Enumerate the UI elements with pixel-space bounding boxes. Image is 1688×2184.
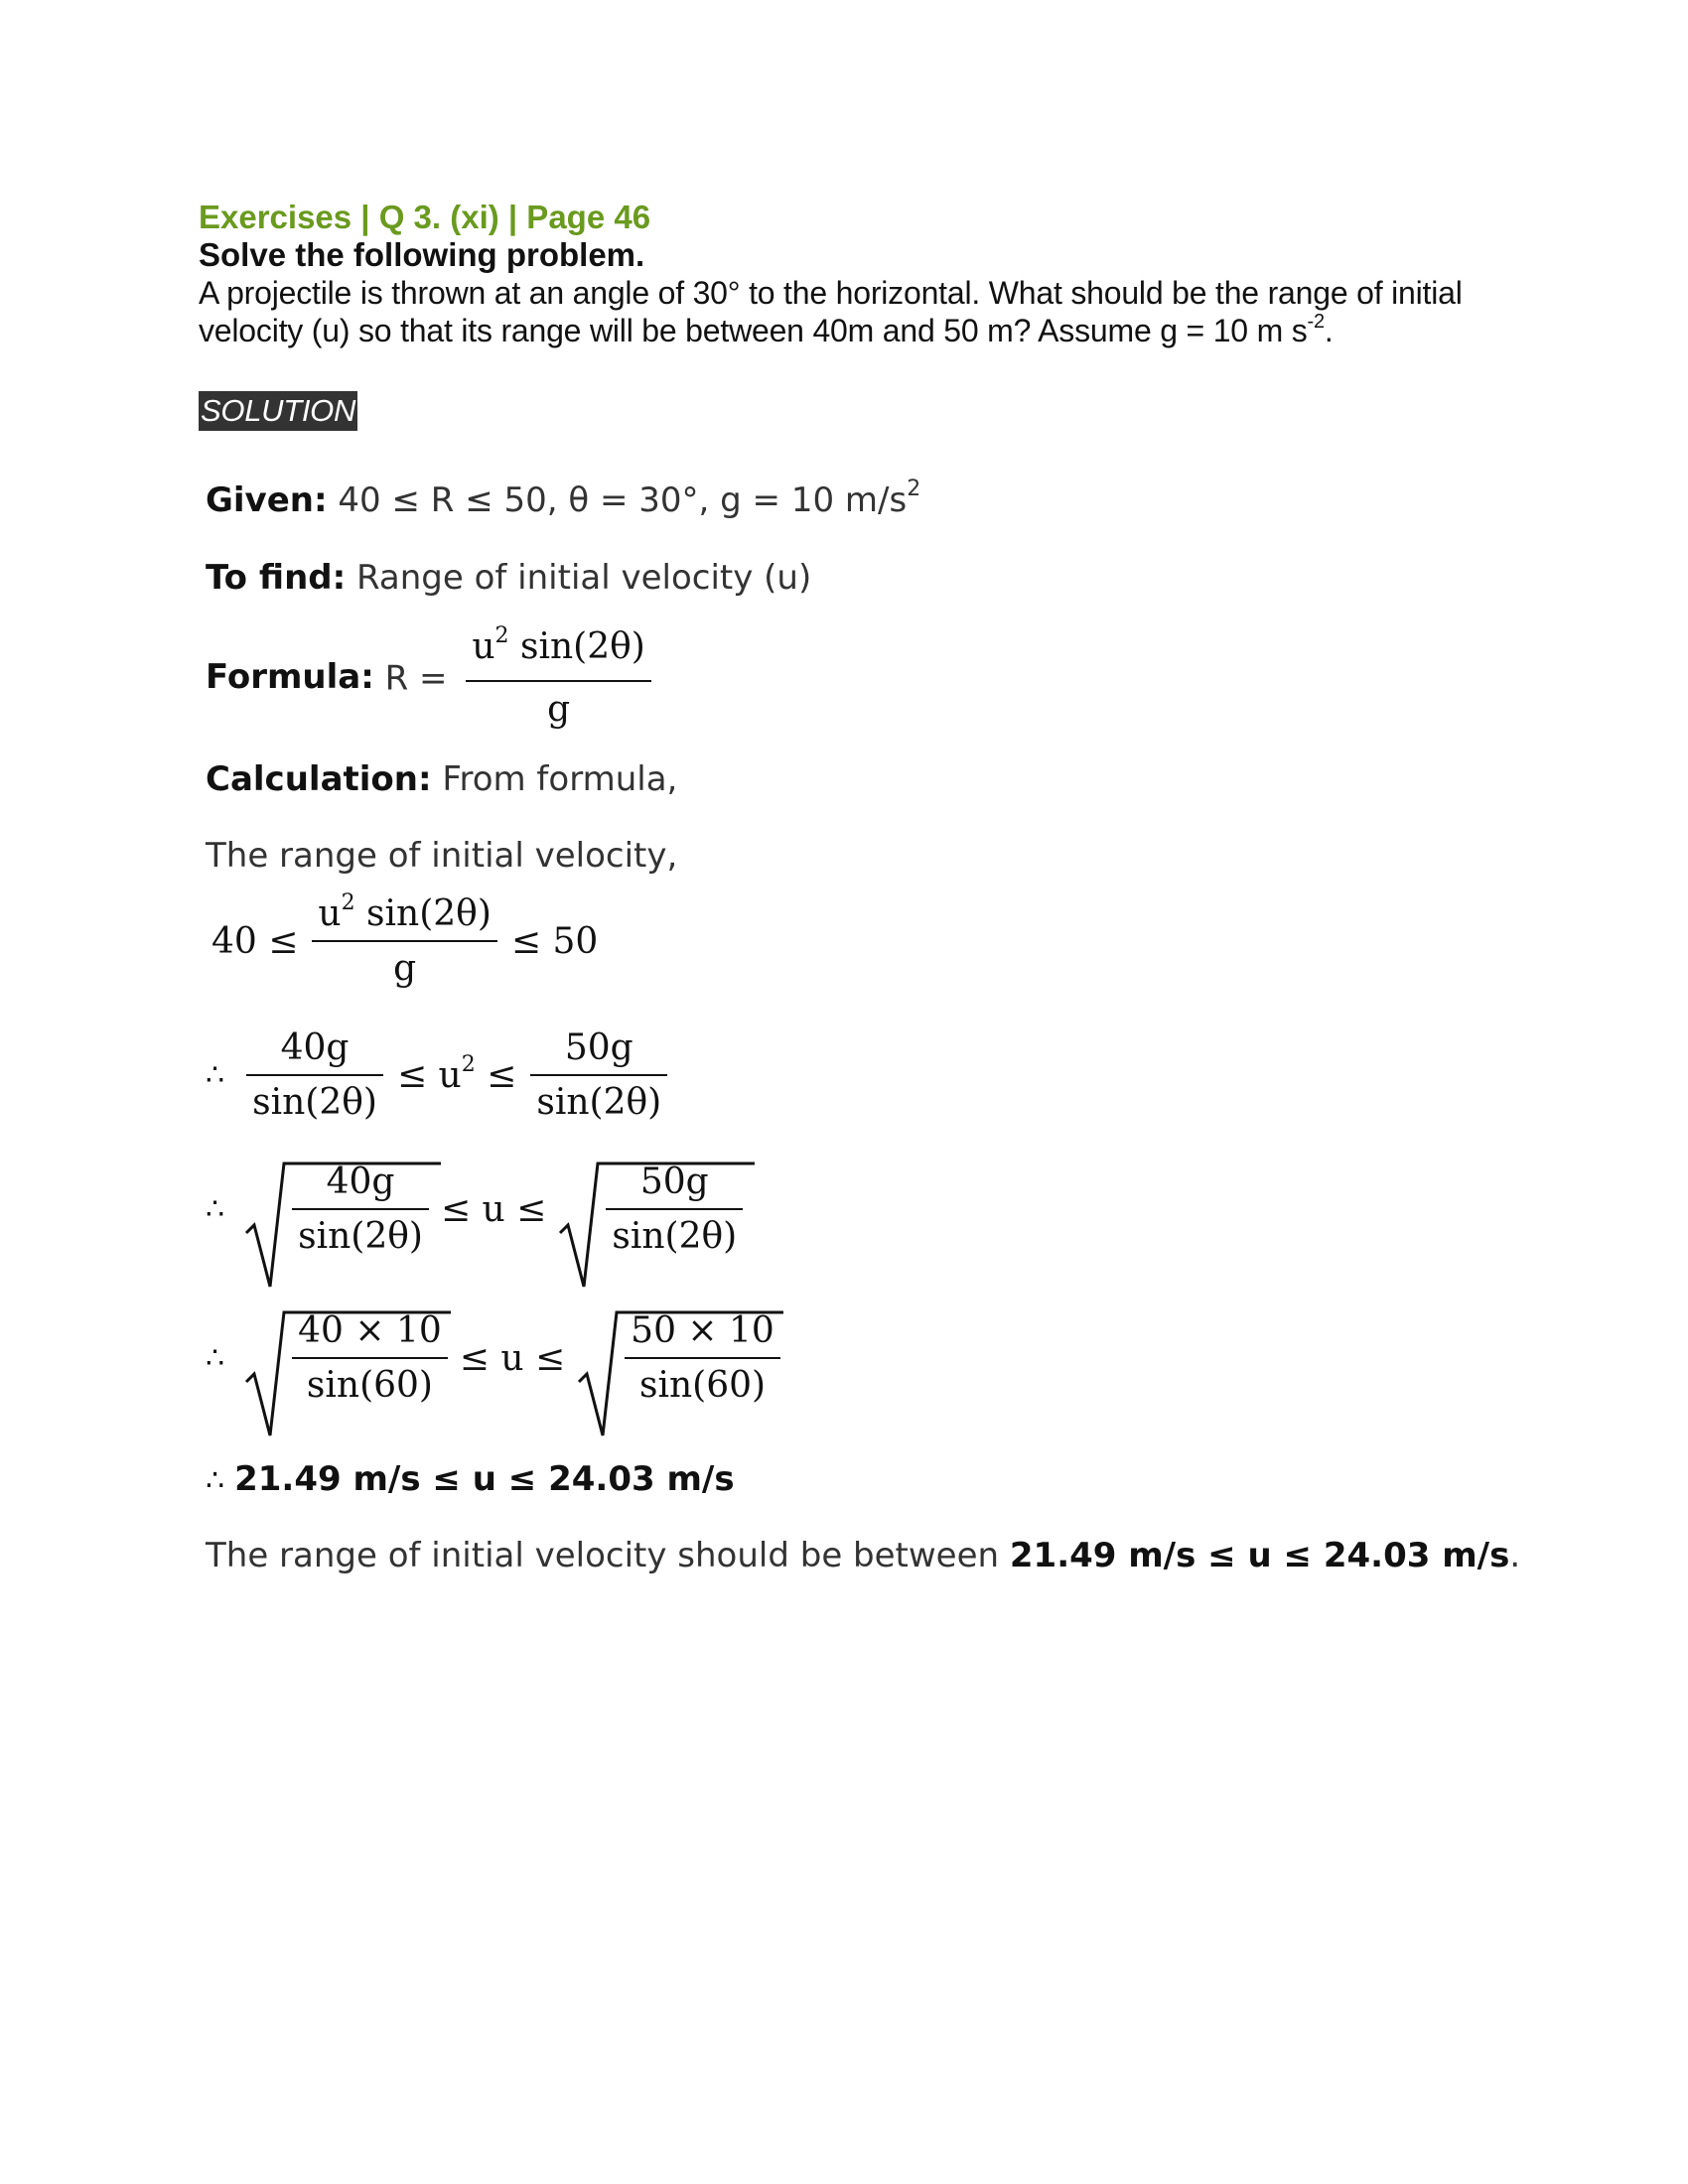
therefore-symbol: ∴ <box>206 1340 225 1376</box>
step2-mid-exp: 2 <box>461 1051 476 1077</box>
step3-right-numerator: 50g <box>606 1161 743 1210</box>
conclusion-value: 21.49 m/s ≤ u ≤ 24.03 m/s <box>1009 1536 1510 1575</box>
conclusion-end: . <box>1509 1536 1521 1575</box>
therefore-symbol: ∴ <box>206 1191 225 1227</box>
step1-num-exp: 2 <box>341 890 355 915</box>
step3-right-denominator: sin(2θ) <box>612 1216 738 1257</box>
step2-right-fraction <box>530 1027 667 1123</box>
therefore-symbol: ∴ <box>206 1057 225 1093</box>
formula-numerator <box>466 625 650 682</box>
step1-left: 40 ≤ <box>211 920 299 962</box>
calculation-text: From formula, <box>431 759 678 799</box>
radical-sign <box>577 1310 785 1439</box>
step4-middle: ≤ u ≤ <box>459 1337 566 1379</box>
step2-left-fraction <box>246 1027 383 1123</box>
step2-right-denominator: sin(2θ) <box>536 1082 662 1123</box>
formula-num-base: u <box>472 626 495 667</box>
formula-lhs: R = <box>373 658 459 699</box>
to-find-label: To find: <box>206 558 347 598</box>
step4-right-denominator: sin(60) <box>638 1365 767 1406</box>
step2-left-numerator: 40g <box>246 1027 383 1076</box>
formula-num-rest: sin(2θ) <box>508 626 645 667</box>
question-end: . <box>1324 313 1334 348</box>
step2-mid-rest: ≤ <box>475 1054 517 1096</box>
step1-numerator <box>312 890 496 942</box>
question-text <box>199 274 1489 349</box>
solution-label: SOLUTION <box>199 391 357 431</box>
sqrt-left <box>244 1161 429 1257</box>
to-find-line <box>206 556 811 600</box>
to-find-text: Range of initial velocity (u) <box>346 558 812 598</box>
step1-num-rest: sin(2θ) <box>354 893 492 934</box>
step2-mid-base: ≤ u <box>396 1054 462 1096</box>
instruction-heading: Solve the following problem. <box>199 236 645 273</box>
step2-middle <box>396 1051 517 1096</box>
range-line: The range of initial velocity, <box>206 836 678 876</box>
step1-fraction <box>312 890 496 989</box>
formula-line <box>206 625 659 732</box>
given-label: Given: <box>206 480 328 520</box>
given-line <box>206 478 920 527</box>
step-3 <box>206 1161 749 1257</box>
exercise-reference: Exercises | Q 3. (xi) | Page 46 <box>199 199 651 235</box>
step3-middle: ≤ u ≤ <box>440 1188 547 1230</box>
conclusion-text: The range of initial velocity should be between <box>206 1536 1010 1575</box>
step-1 <box>206 890 604 989</box>
radical-sign <box>244 1310 453 1439</box>
step3-left-numerator: 40g <box>292 1161 429 1210</box>
conclusion-line <box>206 1534 1520 1577</box>
formula-fraction <box>466 625 650 732</box>
formula-denominator: g <box>547 689 571 730</box>
step2-left-denominator: sin(2θ) <box>252 1082 377 1123</box>
therefore-symbol: ∴ <box>206 1463 225 1498</box>
sqrt-left <box>244 1310 448 1406</box>
question-exponent: -2 <box>1307 311 1325 334</box>
sqrt-right <box>577 1310 780 1406</box>
question-block <box>199 199 1489 431</box>
result-value: 21.49 m/s ≤ u ≤ 24.03 m/s <box>234 1459 735 1499</box>
step1-right: ≤ 50 <box>510 920 599 962</box>
formula-num-exp: 2 <box>494 623 509 648</box>
step4-right-numerator: 50 × 10 <box>625 1310 780 1359</box>
step4-left-denominator: sin(60) <box>306 1365 433 1406</box>
step2-right-numerator: 50g <box>530 1027 667 1076</box>
step-2 <box>206 1027 675 1123</box>
calculation-line <box>206 757 677 801</box>
given-text: 40 ≤ R ≤ 50, θ = 30°, g = 10 m/s <box>327 480 908 520</box>
step3-left-denominator: sin(2θ) <box>298 1216 423 1257</box>
step1-denominator: g <box>393 948 417 989</box>
given-exponent: 2 <box>907 477 921 501</box>
calculation-label: Calculation: <box>206 759 432 799</box>
formula-label: Formula: <box>206 657 374 697</box>
question-body: A projectile is thrown at an angle of 30° to the horizontal. What should be the range of initial velocity (u) so that its range will be between 40m and 50 m? Assume g = 10 m s <box>199 275 1463 348</box>
step1-num-base: u <box>318 893 342 934</box>
step4-left-numerator: 40 × 10 <box>292 1310 448 1359</box>
sqrt-right <box>558 1161 743 1257</box>
step-4 <box>206 1310 786 1406</box>
radical-sign <box>244 1161 443 1291</box>
radical-sign <box>558 1161 757 1291</box>
result-line <box>206 1459 735 1499</box>
